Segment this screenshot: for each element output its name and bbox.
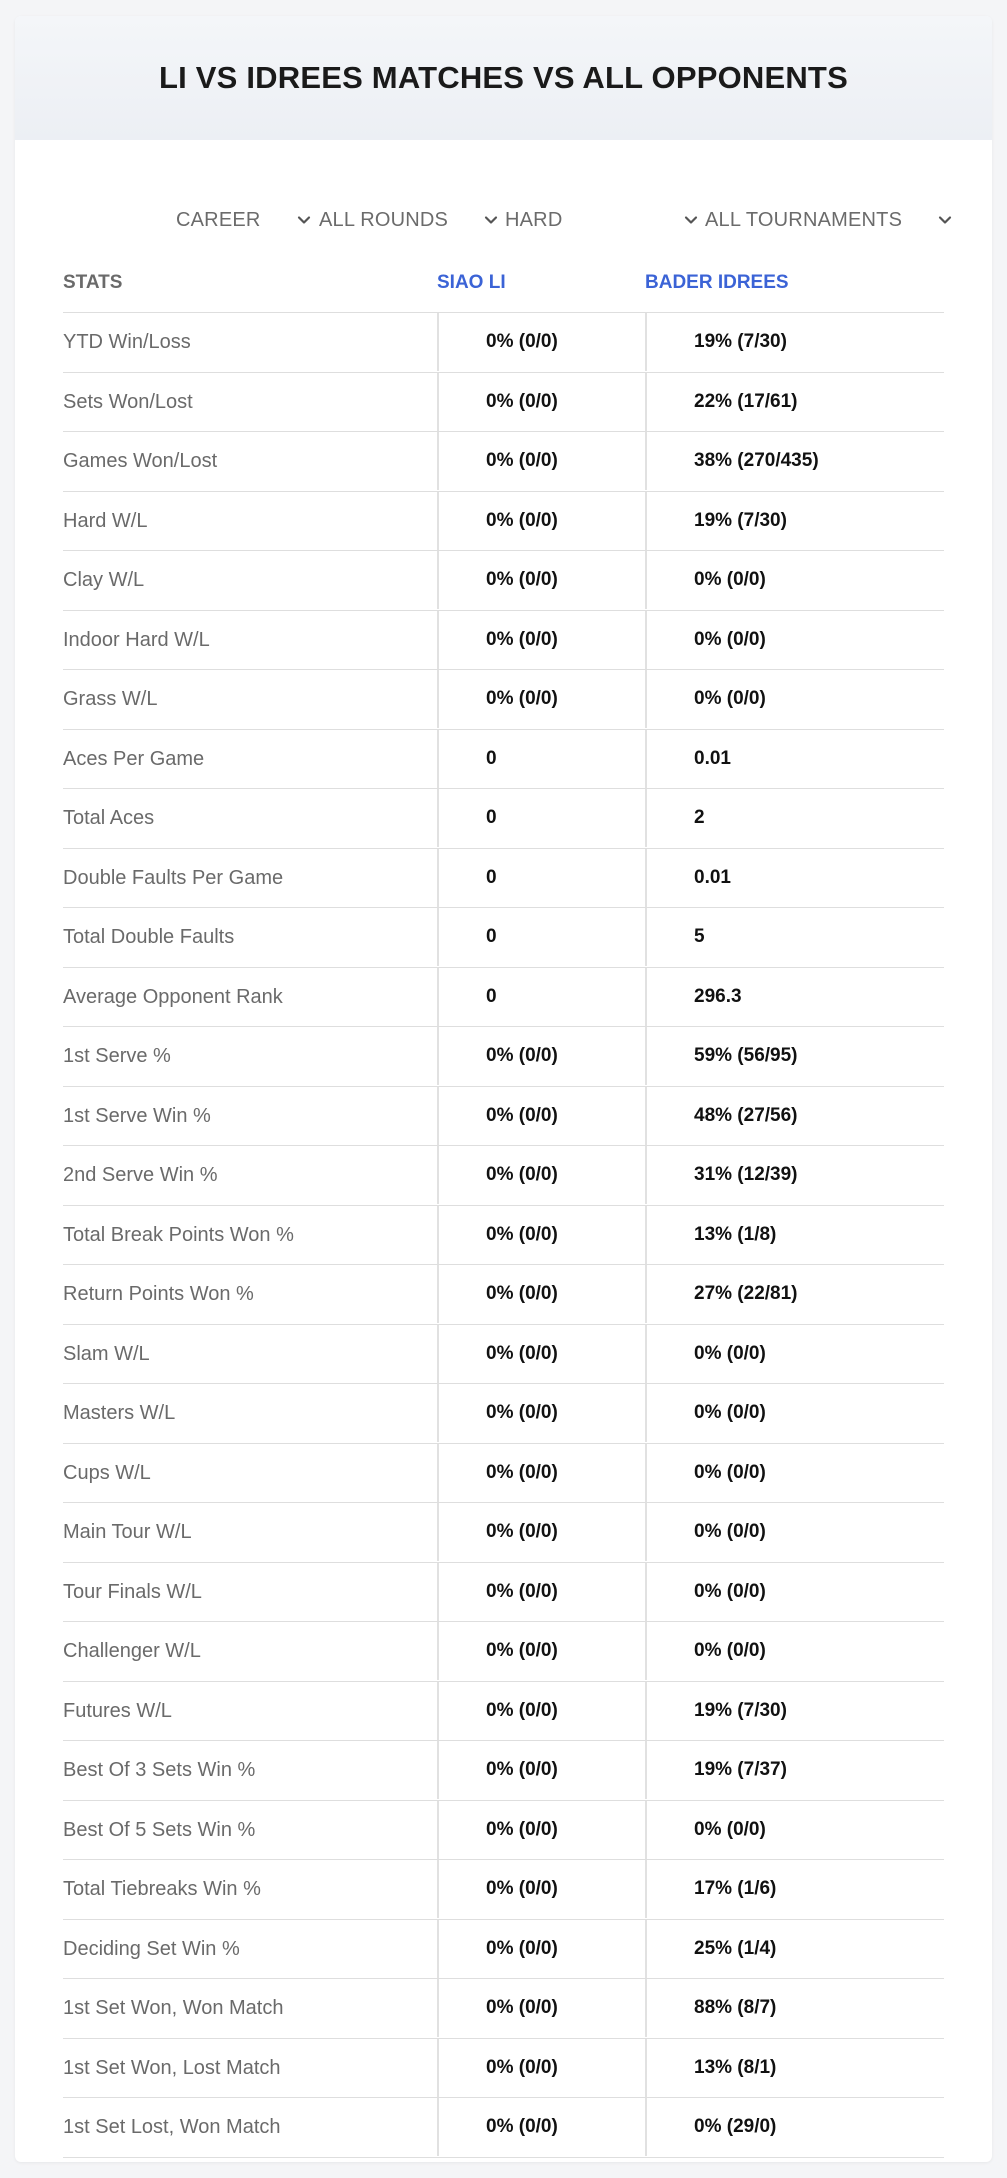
player1-value: 0% (0/0) [437,2098,645,2156]
player1-value: 0% (0/0) [437,432,645,490]
chevron-down-icon [937,212,953,228]
player1-value: 0 [437,849,645,907]
stat-label: Sets Won/Lost [63,390,193,413]
stat-label: Best Of 5 Sets Win % [63,1818,256,1841]
player2-value: 2 [645,789,944,847]
stats-column-header: STATS [63,272,123,293]
stat-label: Slam W/L [63,1342,150,1365]
stat-label: Clay W/L [63,569,145,591]
stat-label: Total Double Faults [63,926,235,948]
table-row [63,1384,944,1444]
player1-value: 0% (0/0) [437,1563,645,1621]
table-row [63,1622,944,1682]
player1-value: 0% (0/0) [437,1087,645,1145]
stat-label: 1st Set Won, Won Match [63,1997,284,2019]
chevron-down-icon [296,212,312,228]
table-row [63,908,944,968]
stat-label: Aces Per Game [63,747,205,770]
stat-label: Hard W/L [63,509,148,532]
player1-value: 0% (0/0) [437,373,645,431]
stat-label: 1st Serve % [63,1045,171,1067]
filter-bar [15,190,992,250]
table-row [63,373,944,433]
stat-label: Total Break Points Won % [63,1223,294,1246]
table-row [63,1146,944,1206]
table-row [63,492,944,552]
table-row [63,1801,944,1861]
page-title: LI VS IDREES MATCHES VS ALL OPPONENTS [159,60,848,95]
rounds-select[interactable] [319,190,499,250]
table-body [63,313,944,2158]
player2-value: 19% (7/37) [645,1741,944,1799]
stat-label: Games Won/Lost [63,450,218,472]
stat-label: Main Tour W/L [63,1521,192,1543]
player1-link[interactable]: SIAO LI [437,272,506,293]
stat-label: 1st Set Won, Lost Match [63,2056,281,2079]
table-row [63,1920,944,1980]
player2-value: 22% (17/61) [645,373,944,431]
table-row [63,1682,944,1742]
player2-value: 296.3 [645,968,944,1026]
tournaments-select-value: ALL TOURNAMENTS [705,208,903,231]
stat-label: Indoor Hard W/L [63,628,210,651]
stat-label: 1st Set Lost, Won Match [63,2116,281,2138]
stat-label: Masters W/L [63,1402,176,1424]
stats-table [63,254,944,2158]
player2-value: 0% (0/0) [645,1384,944,1442]
player1-value: 0 [437,968,645,1026]
period-select[interactable] [176,190,312,250]
table-row [63,1265,944,1325]
surface-select-value: HARD [505,208,563,231]
stat-label: Challenger W/L [63,1640,201,1662]
table-row [63,1979,944,2039]
player2-value: 19% (7/30) [645,313,944,371]
player1-value: 0% (0/0) [437,1265,645,1323]
table-row [63,1087,944,1147]
table-row [63,1027,944,1087]
chevron-down-icon [483,212,499,228]
player1-value: 0% (0/0) [437,1206,645,1264]
stat-label: Total Tiebreaks Win % [63,1878,261,1900]
player1-value: 0% (0/0) [437,1325,645,1383]
player1-value: 0 [437,730,645,788]
player2-value: 0% (0/0) [645,1622,944,1680]
player2-value: 17% (1/6) [645,1860,944,1918]
player1-value: 0% (0/0) [437,1146,645,1204]
surface-select[interactable] [505,190,699,250]
player1-value: 0% (0/0) [437,492,645,550]
table-row [63,849,944,909]
player1-value: 0 [437,908,645,966]
table-row [63,730,944,790]
player1-value: 0% (0/0) [437,1384,645,1442]
rounds-select-value: ALL ROUNDS [319,208,449,231]
table-row [63,968,944,1028]
player2-value: 13% (1/8) [645,1206,944,1264]
stats-card [15,16,992,2162]
player1-value: 0% (0/0) [437,2039,645,2097]
player1-value: 0% (0/0) [437,1860,645,1918]
player1-value: 0% (0/0) [437,1741,645,1799]
table-row [63,1206,944,1266]
stat-label: YTD Win/Loss [63,331,191,353]
stat-label: Return Points Won % [63,1283,254,1305]
player1-value: 0% (0/0) [437,313,645,371]
stat-label: Double Faults Per Game [63,866,284,889]
table-row [63,432,944,492]
player1-value: 0% (0/0) [437,551,645,609]
stat-label: Cups W/L [63,1461,151,1484]
stat-label: 2nd Serve Win % [63,1164,218,1186]
stat-label: Tour Finals W/L [63,1580,202,1603]
player2-value: 5 [645,908,944,966]
player2-value: 0% (29/0) [645,2098,944,2156]
table-row [63,1741,944,1801]
player2-value: 0% (0/0) [645,1563,944,1621]
player1-value: 0% (0/0) [437,1503,645,1561]
player2-value: 13% (8/1) [645,2039,944,2097]
table-row [63,1563,944,1623]
stat-label: Average Opponent Rank [63,985,283,1008]
player1-value: 0% (0/0) [437,1801,645,1859]
player2-value: 27% (22/81) [645,1265,944,1323]
stat-label: 1st Serve Win % [63,1104,211,1127]
period-select-value: CAREER [176,208,261,231]
player2-value: 25% (1/4) [645,1920,944,1978]
table-row [63,2039,944,2099]
player1-value: 0% (0/0) [437,1979,645,2037]
card-header [15,16,992,140]
player1-value: 0% (0/0) [437,1622,645,1680]
player2-value: 19% (7/30) [645,1682,944,1740]
table-row [63,611,944,671]
player2-value: 0% (0/0) [645,1503,944,1561]
table-row [63,670,944,730]
player2-value: 0% (0/0) [645,611,944,669]
player2-link[interactable]: BADER IDREES [645,272,789,293]
player2-value: 38% (270/435) [645,432,944,490]
player2-value: 59% (56/95) [645,1027,944,1085]
player1-value: 0% (0/0) [437,1682,645,1740]
chevron-down-icon [683,212,699,228]
table-row [63,1860,944,1920]
stat-label: Deciding Set Win % [63,1937,240,1960]
player1-value: 0% (0/0) [437,670,645,728]
player1-value: 0% (0/0) [437,1444,645,1502]
player2-value: 19% (7/30) [645,492,944,550]
table-row [63,2098,944,2158]
player2-value: 88% (8/7) [645,1979,944,2037]
player2-value: 0% (0/0) [645,1325,944,1383]
player1-value: 0% (0/0) [437,1027,645,1085]
player2-value: 0% (0/0) [645,670,944,728]
player1-value: 0% (0/0) [437,611,645,669]
table-row [63,551,944,611]
stat-label: Futures W/L [63,1699,172,1722]
player2-value: 0% (0/0) [645,1444,944,1502]
player1-value: 0 [437,789,645,847]
table-row [63,1503,944,1563]
player1-value: 0% (0/0) [437,1920,645,1978]
player2-value: 31% (12/39) [645,1146,944,1204]
table-header [63,254,944,313]
stat-label: Grass W/L [63,688,158,710]
table-row [63,789,944,849]
player2-value: 0.01 [645,730,944,788]
table-row [63,1325,944,1385]
table-row [63,313,944,373]
table-row [63,1444,944,1504]
player2-value: 0% (0/0) [645,551,944,609]
stat-label: Total Aces [63,807,155,829]
player2-value: 48% (27/56) [645,1087,944,1145]
player2-value: 0% (0/0) [645,1801,944,1859]
player2-value: 0.01 [645,849,944,907]
stat-label: Best Of 3 Sets Win % [63,1759,256,1781]
tournaments-select[interactable] [705,190,953,250]
